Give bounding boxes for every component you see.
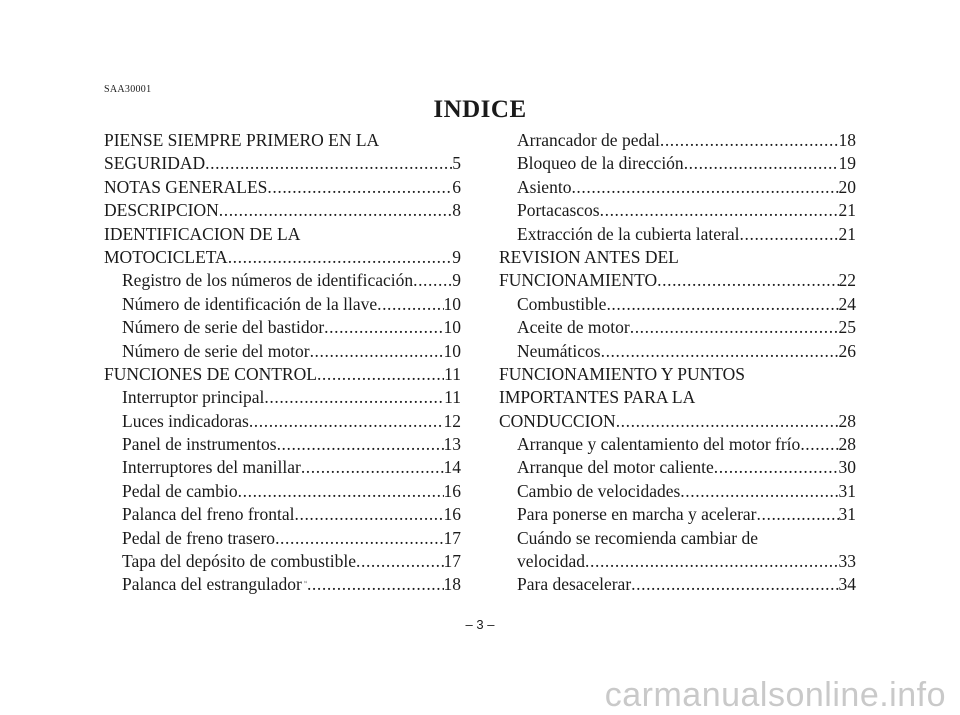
toc-entry-text: Palanca del freno frontal: [122, 504, 295, 525]
dot-leader: [219, 199, 453, 222]
dot-leader: [606, 293, 838, 316]
toc-page-number: 18: [838, 130, 856, 150]
toc-page-number: 21: [838, 200, 856, 221]
toc-entry: [499, 456, 856, 479]
toc-page-number: 20: [838, 176, 856, 197]
toc-entry: [499, 410, 856, 433]
page-title: INDICE: [433, 96, 527, 123]
toc-entry: [104, 386, 461, 409]
toc-entry-text: REVISION ANTES DEL: [499, 246, 679, 267]
toc-entry: [104, 293, 461, 316]
toc-entry: [104, 527, 461, 550]
toc-page-number: 6: [452, 176, 461, 197]
toc-entry: [499, 550, 856, 573]
toc-entry: [499, 129, 856, 152]
toc-page-number: 10: [443, 340, 461, 361]
toc-entry: [104, 340, 461, 363]
toc-entry: [499, 152, 856, 175]
toc-entry: [104, 316, 461, 339]
toc-entry: [104, 503, 461, 526]
toc-page-number: 31: [838, 480, 856, 501]
toc-page-number: 8: [452, 200, 461, 221]
dot-leader: [630, 316, 839, 339]
toc-entry: [104, 363, 461, 386]
toc-entry: [104, 129, 461, 152]
toc-page-number: 22: [838, 270, 856, 291]
toc-entry: [104, 573, 461, 596]
toc-entry-text: FUNCIONAMIENTO Y PUNTOS: [499, 363, 745, 384]
toc-entry-text: CONDUCCION: [499, 410, 616, 431]
toc-entry: [499, 503, 856, 526]
toc-entry-text: Número de serie del motor: [122, 340, 310, 361]
toc-page-number: 11: [444, 387, 461, 408]
toc-page-number: 16: [443, 480, 461, 501]
toc-entry-text: Combustible: [517, 293, 607, 314]
toc-page-number: 11: [444, 363, 461, 384]
document-code: SAA30001: [104, 84, 152, 95]
toc-entry: [104, 223, 461, 246]
toc-entry: [499, 176, 856, 199]
toc-entry: [499, 199, 856, 222]
toc-page-number: 13: [443, 434, 461, 455]
toc-entry-text: PIENSE SIEMPRE PRIMERO EN LA: [104, 130, 380, 150]
toc-page-number: 18: [443, 574, 461, 595]
toc-page-number: 12: [443, 410, 461, 431]
toc-entry-text: Arranque del motor caliente: [517, 457, 714, 478]
toc-page-number: 10: [443, 317, 461, 338]
toc-page-number: 10: [443, 293, 461, 314]
dot-leader: [295, 503, 444, 526]
toc-entry-text: Cuándo se recomienda cambiar de: [517, 527, 759, 548]
dot-leader: [571, 176, 838, 199]
toc-entry-text: Número de identificación de la llave: [122, 293, 378, 314]
toc-entry-text: Pedal de freno trasero: [122, 527, 276, 548]
dot-leader: [277, 433, 444, 456]
dot-leader: [356, 550, 444, 573]
dot-leader: [631, 573, 838, 596]
toc-entry: [499, 269, 856, 292]
dot-leader: [657, 269, 838, 292]
toc-entry-text: Para ponerse en marcha y acelerar: [517, 504, 757, 525]
toc-entry-text: Interruptor principal: [122, 387, 265, 408]
dot-leader: [228, 246, 453, 269]
toc-page-number: 24: [838, 293, 856, 314]
dot-leader: [601, 340, 839, 363]
toc-entry: [104, 199, 461, 222]
toc-entry-text: MOTOCICLETA: [104, 246, 228, 267]
dot-leader: [377, 293, 443, 316]
toc-entry: [104, 456, 461, 479]
dot-leader: [324, 316, 443, 339]
toc-entry: [499, 316, 856, 339]
dot-leader: [684, 152, 839, 175]
dot-leader: [238, 480, 444, 503]
page-number: – 3 –: [465, 617, 495, 632]
toc-entry-text: Palanca del estrangulador: [122, 574, 302, 595]
toc-page-number: 9: [452, 270, 461, 291]
dot-leader: [413, 269, 452, 292]
toc-entry: [104, 176, 461, 199]
toc-entry: [499, 223, 856, 246]
dot-leader: [757, 503, 839, 526]
toc-entry: [104, 152, 461, 175]
toc-page-number: 26: [838, 340, 856, 361]
toc-page-number: 19: [838, 153, 856, 174]
toc-entry-text: Neumáticos: [517, 340, 601, 361]
dot-leader: [680, 480, 838, 503]
dot-leader: [616, 410, 839, 433]
toc-entry: [104, 480, 461, 503]
dot-leader: [740, 223, 839, 246]
toc-entry: [104, 550, 461, 573]
toc-page-number: 28: [838, 434, 856, 455]
toc-entry-text: Aceite de motor: [517, 317, 630, 338]
toc-right-column: [499, 129, 856, 597]
toc-page-number: 16: [443, 504, 461, 525]
toc-entry-text: DESCRIPCION: [104, 200, 219, 221]
toc-entry: [499, 293, 856, 316]
toc-entry-text: velocidad: [517, 551, 586, 572]
toc-page-number: 9: [452, 246, 461, 267]
toc-entry: [499, 527, 856, 550]
toc-entry-text: Registro de los números de identificación: [122, 270, 414, 291]
toc-entry: [499, 363, 856, 386]
toc-entry-text: Arranque y calentamiento del motor frío: [517, 434, 801, 455]
toc-entry-text: Número de serie del bastidor: [122, 317, 325, 338]
toc-entry-text: Portacascos: [517, 200, 600, 221]
toc-page-number: 5: [452, 153, 461, 174]
toc-entry-text: SEGURIDAD: [104, 153, 206, 174]
toc-page-number: 30: [838, 457, 856, 478]
toc-entry: [104, 433, 461, 456]
toc-entry-text: Interruptores del manillar: [122, 457, 301, 478]
dot-leader: [660, 129, 839, 152]
toc-page-number: 17: [443, 527, 461, 548]
toc-page-number: 25: [838, 317, 856, 338]
toc-page-number: 28: [838, 410, 856, 431]
toc-entry: [499, 480, 856, 503]
toc-entry: [104, 246, 461, 269]
dot-leader: [249, 410, 444, 433]
toc-entry-text: Tapa del depósito de combustible: [122, 551, 356, 572]
dot-leader: [307, 573, 444, 596]
toc-entry-text: IDENTIFICACION DE LA: [104, 223, 301, 244]
dot-leader: [275, 527, 443, 550]
toc-entry: [104, 410, 461, 433]
dot-leader: [264, 386, 444, 409]
toc-entry-text: Pedal de cambio: [122, 480, 238, 501]
toc-entry: [499, 246, 856, 269]
toc-entry-text: Asiento: [517, 176, 572, 197]
toc-entry: [499, 340, 856, 363]
toc-entry-text: FUNCIONAMIENTO: [499, 270, 658, 291]
toc-entry-text: Para desacelerar: [517, 574, 632, 595]
toc-entry-text: Bloqueo de la dirección: [517, 153, 684, 174]
toc-page-number: 33: [838, 551, 856, 572]
dot-leader: [585, 550, 838, 573]
toc-page-number: 21: [838, 223, 856, 244]
dot-leader: [310, 340, 444, 363]
toc-entry-text: Arrancador de pedal: [517, 130, 660, 150]
toc-page-number: 17: [443, 551, 461, 572]
dot-leader: [714, 456, 839, 479]
dot-leader: [600, 199, 839, 222]
toc-left-column: [104, 129, 461, 597]
toc-entry: [499, 386, 856, 409]
toc-entry: [499, 433, 856, 456]
toc-entry-text: Extracción de la cubierta lateral: [517, 223, 740, 244]
toc-page-number: 34: [838, 574, 856, 595]
toc-entry-text: Luces indicadoras: [122, 410, 249, 431]
dot-leader: [267, 176, 452, 199]
watermark: carmanualsonline.info: [604, 676, 946, 714]
toc-entry-text: NOTAS GENERALES: [104, 176, 268, 197]
toc-entry: [499, 573, 856, 596]
toc-page-number: 14: [443, 457, 461, 478]
toc-entry-text: IMPORTANTES PARA LA: [499, 387, 696, 408]
dot-leader: [205, 152, 452, 175]
dot-leader: [301, 456, 444, 479]
toc-entry: [104, 269, 461, 292]
dot-leader: [317, 363, 444, 386]
toc-entry-text: Cambio de velocidades: [517, 480, 681, 501]
toc-page-number: 31: [838, 504, 856, 525]
toc-entry-text: FUNCIONES DE CONTROL: [104, 363, 317, 384]
dot-leader: [800, 433, 838, 456]
toc-entry-text: Panel de instrumentos: [122, 434, 277, 455]
